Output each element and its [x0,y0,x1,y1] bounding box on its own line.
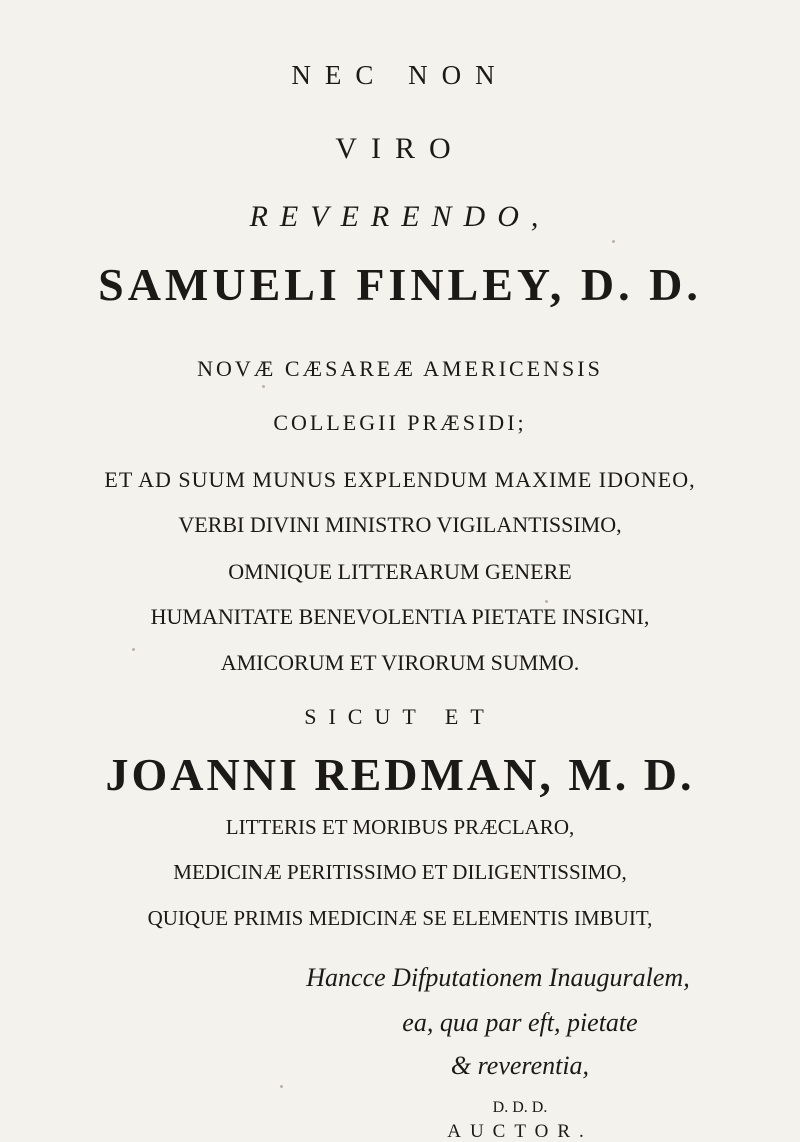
paper-speck [132,648,135,651]
novae-caesareae-line: NOVÆ CÆSAREÆ AMERICENSIS [197,356,603,381]
hancce-line: Hancce Difputationem Inauguralem, [306,963,690,992]
omnique-line: OMNIQUE LITTERARUM GENERE [228,559,572,584]
litteris-line: LITTERIS ET MORIBUS PRÆCLARO, [225,815,575,839]
quique-line: QUIQUE PRIMIS MEDICINÆ SE ELEMENTIS IMBUIT, [147,906,653,930]
samueli-finley-heading: SAMUELI FINLEY, D. D. [98,259,702,310]
ddd-line: D. D. D. [492,1099,548,1116]
et-ad-suum-line: ET AD SUUM MUNUS EXPLENDUM MAXIME IDONEO, [104,467,696,492]
auctor-signature: AUCTOR. [447,1121,593,1142]
joanni-redman-heading: JOANNI REDMAN, M. D. [105,749,695,800]
collegii-praesidi-line: COLLEGII PRÆSIDI; [273,410,527,435]
medicinae-line: MEDICINÆ PERITISSIMO ET DILIGENTISSIMO, [173,860,627,884]
viro-line: VIRO [335,132,465,165]
reverentia-line: & reverentia, [450,1051,590,1080]
humanitate-line: HUMANITATE BENEVOLENTIA PIETATE INSIGNI, [150,604,650,629]
ea-qua-line: ea, qua par eft, pietate [402,1008,638,1037]
verbi-divini-line: VERBI DIVINI MINISTRO VIGILANTISSIMO, [178,512,622,537]
paper-speck [612,240,615,243]
paper-speck [262,385,265,388]
paper-speck [545,600,548,603]
reverendo-line: REVERENDO, [249,200,551,233]
paper-speck [280,1085,283,1088]
nec-non-line: NEC NON [291,60,509,90]
sicut-et-line: SICUT ET [304,704,496,729]
amicorum-line: AMICORUM ET VIRORUM SUMMO. [220,650,580,675]
